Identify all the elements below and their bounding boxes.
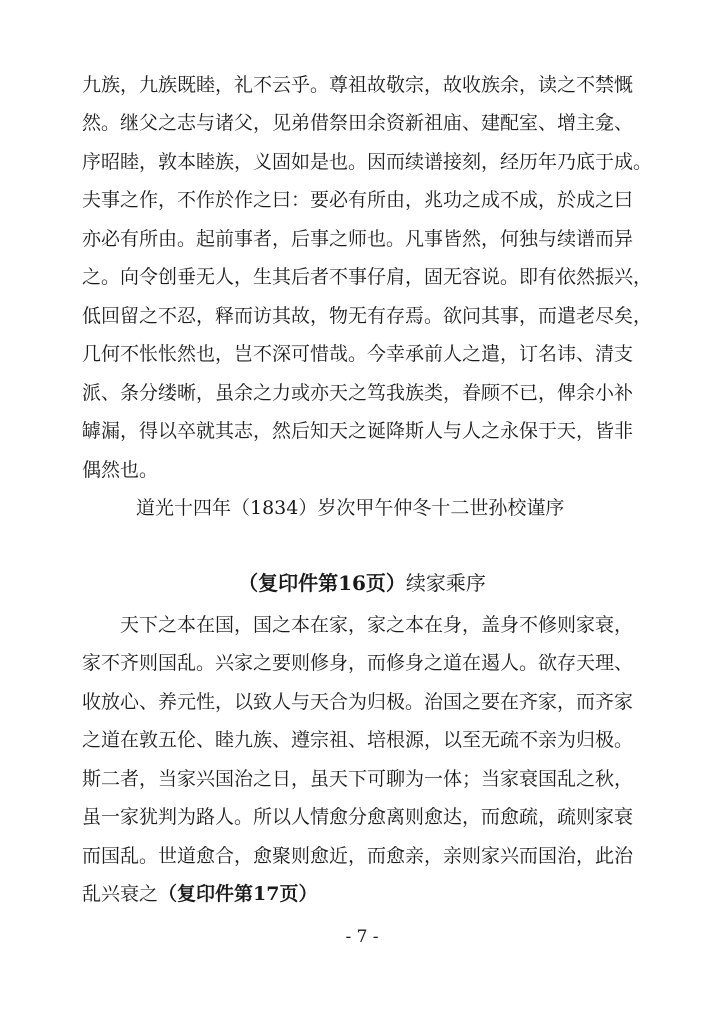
text-line: 派、条分缕晰，虽余之力或亦天之笃我族类，眷顾不已，俾余小补 bbox=[82, 382, 634, 404]
text-fragment: 乱兴衰之 bbox=[82, 883, 159, 905]
text-line: 几何不怅怅然也，岂不深可惜哉。今幸承前人之遣，订名讳、清支 bbox=[82, 343, 634, 365]
text-line: 亦必有所由。起前事者，后事之师也。凡事皆然，何独与续谱而异 bbox=[82, 228, 634, 250]
section-title: 续家乘序 bbox=[405, 571, 486, 595]
text-line: 收放心、养元性，以致人与天合为归极。治国之要在齐家，而齐家 bbox=[82, 691, 634, 713]
text-line: 低回留之不忍，释而访其故，物无有存焉。欲问其事，而遣老尽矣， bbox=[82, 305, 653, 327]
text-line: 九族，九族既睦，礼不云乎。尊祖故敬宗，故收族余，读之不禁慨 bbox=[82, 74, 634, 96]
page-marker: （复印件第16页） bbox=[238, 571, 406, 595]
page-number: - 7 - bbox=[345, 927, 379, 947]
text-line: 天下之本在国，国之本在家，家之本在身，盖身不修则家衰， bbox=[82, 614, 634, 636]
signature-line: 道光十四年（1834）岁次甲午仲冬十二世孙校谨序 bbox=[136, 497, 565, 519]
text-line: 偶然也。 bbox=[82, 459, 159, 481]
text-line: 夫事之作，不作於作之曰：要必有所由，兆功之成不成，於成之曰 bbox=[82, 189, 634, 211]
text-line: 罅漏，得以卒就其志，然后知天之诞降斯人与人之永保于天，皆非 bbox=[82, 420, 634, 442]
text-line: 而国乱。世道愈合，愈聚则愈近，而愈亲，亲则家兴而国治，此治 bbox=[82, 845, 634, 867]
text-line: 家不齐则国乱。兴家之要则修身，而修身之道在遏人。欲存天理、 bbox=[82, 652, 634, 674]
section-heading bbox=[0, 568, 724, 598]
text-line: 之。向令创垂无人，生其后者不事仔肩，固无容说。即有依然振兴， bbox=[82, 266, 653, 288]
text-line: 斯二者，当家兴国治之日，虽天下可聊为一体；当家衰国乱之秋， bbox=[82, 768, 634, 790]
text-line: 之道在敦五伦、睦九族、遵宗祖、培根源，以至无疏不亲为归极。 bbox=[82, 729, 634, 751]
text-line: 然。继父之志与诸父，见弟借祭田余资新祖庙、建配室、增主龛、 bbox=[82, 112, 634, 134]
text-line-last bbox=[82, 879, 642, 909]
text-line: 虽一家犹判为路人。所以人情愈分愈离则愈达，而愈疏，疏则家衰 bbox=[82, 806, 634, 828]
page-marker: （复印件第17页） bbox=[158, 883, 318, 905]
text-line: 序昭睦，敦本睦族，义固如是也。因而续谱接刻，经历年乃底于成。 bbox=[82, 151, 653, 173]
